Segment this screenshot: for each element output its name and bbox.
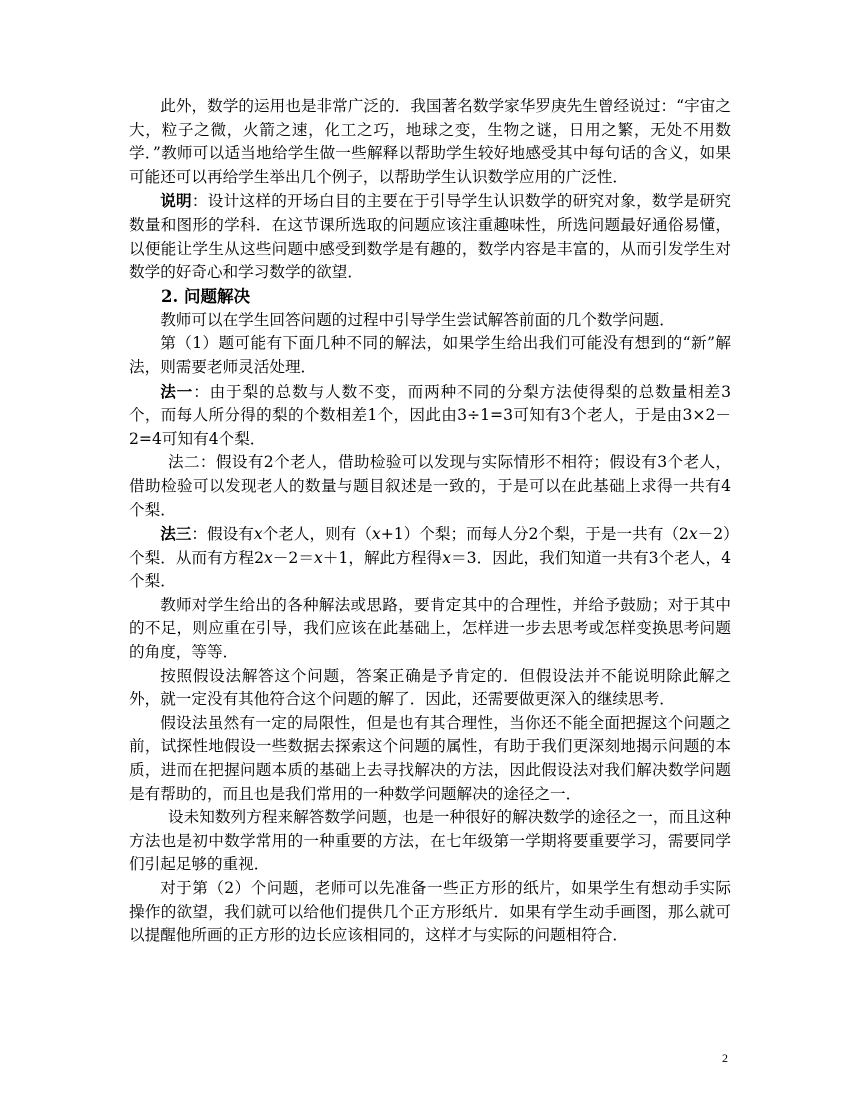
method-one-label: 法一 <box>160 381 194 401</box>
paragraph-text: 法二：假设有2个老人，借助检验可以发现与实际情形不相符；假设有3个老人，借助检验可以发现老人的数量与题目叙述是一致的，于是可以在此基础上求得一共有4个梨． <box>129 453 731 519</box>
section-heading: 2. 问题解决 <box>161 286 250 306</box>
method-three-label: 法三 <box>160 524 192 544</box>
document-page <box>129 95 731 948</box>
paragraph-teacher-feedback <box>129 594 731 665</box>
paragraph-question-two <box>129 877 731 948</box>
paragraph-method-one <box>129 380 731 452</box>
explanation-label: 说明 <box>160 191 192 211</box>
paragraph-explanation <box>129 189 731 284</box>
variable-x: x <box>371 525 381 544</box>
paragraph-text: 对于第（2）个问题，老师可以先准备一些正方形的纸片，如果学生有想动手实际操作的欲望，我们就可以给他们提供几个正方形纸片．如果有学生动手画图，那么就可以提醒他所画的正方形的边长应该相同的，这样才与实际的问题相符合． <box>129 879 731 945</box>
paragraph-text: 此外，数学的运用也是非常广泛的．我国著名数学家华罗庚先生曾经说过：“宇宙之大，粒子之微，火箭之速，化工之巧，地球之变，生物之谜，日用之繁，无处不用数学．”教师可以适当地给学生做一些解释以帮助学生较好地感受其中每句话的含义，如果可能还可以再给学生举出几个例子，以帮助学生认识数学应用的广泛性． <box>129 97 731 186</box>
variable-x: x <box>253 525 263 544</box>
paragraph-assumption-value <box>129 712 731 806</box>
paragraph-hua-luogeng-quote <box>129 95 731 189</box>
paragraph-text: ：设计这样的开场白目的主要在于引导学生认识数学的研究对象，数学是研究数量和图形的学科．在这节课所选取的问题应该注重趣味性，所选问题最好通俗易懂，以便能让学生从这些问题中感受到数学是有趣的，数学内容是丰富的，从而引发学生对数学的好奇心和学习数学的欲望． <box>129 192 731 282</box>
paragraph-assumption-limit <box>129 665 731 712</box>
paragraph-method-two <box>129 451 731 522</box>
paragraph-text: 假设法虽然有一定的局限性，但是也有其合理性，当你还不能全面把握这个问题之前，试探性地假设一些数据去探索这个问题的属性，有助于我们更深刻地揭示问题的本质，进而在把握问题本质的基础上去寻找解决的方法，因此假设法对我们解决数学问题是有帮助的，而且也是我们常用的一种数学问题解决的途径之一． <box>129 713 731 803</box>
variable-x: x <box>688 525 698 544</box>
text-run: ＋1，解此方程得 <box>322 548 443 567</box>
paragraph-method-three <box>129 522 731 594</box>
paragraph-equation-method <box>129 806 731 877</box>
paragraph-text: 设未知数列方程来解答数学问题，也是一种很好的解决数学的途径之一，而且这种方法也是初中数学常用的一种重要的方法，在七年级第一学期将要重要学习，需要同学们引起足够的重视． <box>129 808 731 874</box>
paragraph-text: 按照假设法解答这个问题，答案正确是予肯定的．但假设法并不能说明除此解之外，就一定没有其他符合这个问题的解了．因此，还需要做更深入的继续思考． <box>129 666 731 709</box>
text-run: ：假设有 <box>191 525 254 544</box>
text-run: ＝3．因此，我们知道一共有3个老人，4个梨． <box>129 548 732 591</box>
variable-x: x <box>313 548 323 567</box>
text-run: 个老人，则有（ <box>262 525 372 544</box>
paragraph-text: ：由于梨的总数与人数不变，而两种不同的分梨方法使得梨的总数量相差3个，而每人所分得的梨的个数相差1个，因此由3÷1=3可知有3个老人，于是由3×2－2=4可知有4个梨． <box>129 382 731 448</box>
paragraph-text: 教师可以在学生回答问题的过程中引导学生尝试解答前面的几个数学问题． <box>160 310 675 329</box>
paragraph-text: 教师对学生给出的各种解法或思路，要肯定其中的合理性，并给予鼓励；对于其中的不足，则应重在引导，我们应该在此基础上，怎样进一步去思考或怎样变换思考问题的角度，等等． <box>129 595 731 662</box>
text-run: －2）个梨．从而有方程2 <box>129 525 731 567</box>
paragraph-methods-intro <box>129 332 731 379</box>
text-run: －2＝ <box>272 548 314 567</box>
page-number: 2 <box>722 1051 728 1065</box>
paragraph-text: 第（1）题可能有下面几种不同的解法，如果学生给出我们可能没有想到的“新”解法，则需要老师灵活处理． <box>129 334 731 376</box>
paragraph-guide <box>129 309 731 333</box>
variable-x: x <box>442 548 451 567</box>
text-run: +1）个梨；而每人分2个梨，于是一共有（2 <box>380 525 689 544</box>
variable-x: x <box>263 548 273 567</box>
